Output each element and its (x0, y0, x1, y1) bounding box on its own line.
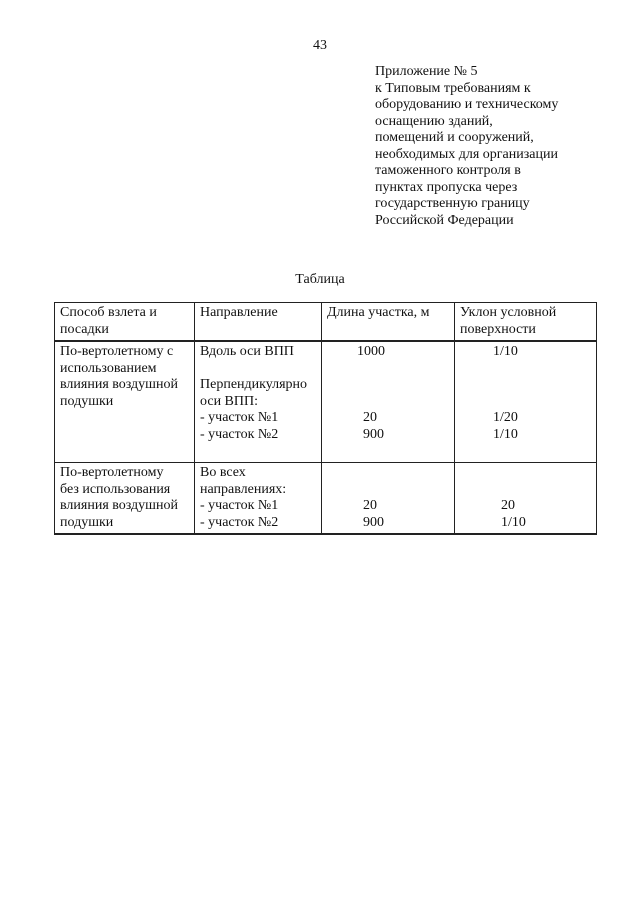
appendix-line: государственную границу (375, 196, 530, 211)
requirements-table (54, 302, 597, 535)
header-line: поверхности (460, 321, 536, 337)
table-caption: Таблица (295, 272, 345, 287)
length-value: 1000 (357, 344, 385, 359)
method-line: влияния воздушной (60, 498, 178, 513)
appendix-line: пунктах пропуска через (375, 179, 518, 195)
header-length (322, 303, 455, 342)
direction-line: - участок №1 (200, 498, 279, 513)
method-line: влияния воздушной (60, 377, 178, 392)
direction-line: оси ВПП: (200, 393, 259, 409)
header-line: Уклон условной (460, 305, 557, 320)
slope-value: 1/20 (493, 410, 518, 425)
direction-line: направлениях: (200, 481, 287, 497)
appendix-line: Приложение № 5 (375, 64, 478, 79)
direction-line: Вдоль оси ВПП (200, 344, 294, 359)
cell-length (322, 341, 455, 463)
slope-value: 1/10 (493, 344, 518, 359)
appendix-line: необходимых для организации (375, 146, 558, 162)
appendix-line: к Типовым требованиям к (375, 80, 531, 96)
slope-value: 1/10 (493, 426, 518, 442)
appendix-line: оборудованию и техническому (375, 97, 559, 112)
page-number: 43 (313, 38, 327, 53)
direction-line: Перпендикулярно (200, 377, 308, 392)
header-line: Длина участка, м (327, 305, 430, 320)
length-value: 900 (363, 514, 384, 530)
appendix-line: оснащению зданий, (375, 113, 493, 129)
direction-line: - участок №2 (200, 514, 279, 530)
header-line: Направление (200, 305, 278, 320)
method-line: По-вертолетному с (60, 344, 174, 359)
cell-slope (455, 463, 597, 535)
table-row (55, 341, 597, 463)
header-line: посадки (60, 321, 109, 337)
table-row (55, 463, 597, 535)
slope-value: 1/10 (501, 514, 526, 530)
appendix-line: помещений и сооружений, (375, 130, 534, 145)
appendix-header (375, 64, 615, 229)
direction-line: - участок №1 (200, 410, 279, 425)
cell-method (55, 341, 195, 463)
header-direction (195, 303, 322, 342)
header-slope (455, 303, 597, 342)
method-line: без использования (60, 481, 171, 497)
cell-slope (455, 341, 597, 463)
header-line: Способ взлета и (60, 305, 157, 320)
method-line: использованием (60, 360, 157, 376)
appendix-line: таможенного контроля в (375, 163, 521, 178)
table-header-row (55, 303, 597, 342)
cell-length (322, 463, 455, 535)
length-value: 20 (363, 410, 377, 425)
method-line: подушки (60, 393, 114, 409)
header-method (55, 303, 195, 342)
appendix-line: Российской Федерации (375, 212, 514, 228)
cell-direction (195, 463, 322, 535)
direction-line: Во всех (200, 465, 246, 480)
method-line: подушки (60, 514, 114, 530)
direction-line: - участок №2 (200, 426, 279, 442)
cell-method (55, 463, 195, 535)
length-value: 20 (363, 498, 377, 513)
length-value: 900 (363, 426, 384, 442)
slope-value: 20 (501, 498, 515, 513)
cell-direction (195, 341, 322, 463)
method-line: По-вертолетному (60, 465, 164, 480)
